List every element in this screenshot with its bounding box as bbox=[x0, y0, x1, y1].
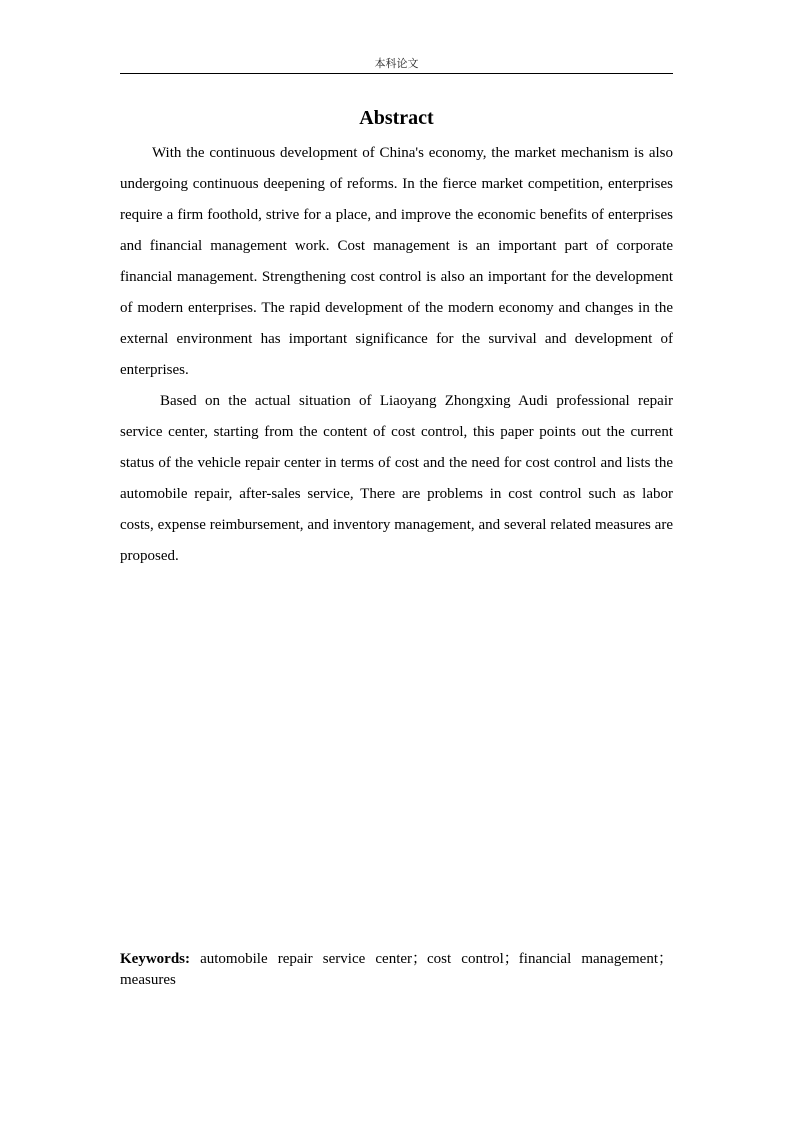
abstract-title: Abstract bbox=[359, 107, 434, 129]
keywords-text: automobile repair service center；cost control；financial management；measures bbox=[120, 951, 673, 988]
abstract-paragraph-1: With the continuous development of China's economy, the market mechanism is also undergoing continuous deepening of reforms. In the fierce market competition, enterprises require a firm foothold, strive for a place, and improve the economic benefits of enterprises and financial management work. Cost management is an important part of corporate financial management. Strengthening cost control is also an important for the development of modern enterprises. The rapid development of the modern economy and changes in the external environment has important significance for the survival and development of enterprises. bbox=[120, 145, 673, 378]
running-header: 本科论文 bbox=[374, 58, 419, 70]
keywords-label: Keywords: bbox=[120, 951, 190, 967]
keywords-line bbox=[120, 949, 673, 991]
abstract-body bbox=[120, 138, 673, 572]
abstract-paragraph-2: Based on the actual situation of Liaoyang Zhongxing Audi professional repair service center, starting from the content of cost control, this paper points out the current status of the vehicle repair center in terms of cost and the need for cost control and lists the automobile repair, after-sales service, There are problems in cost control such as labor costs, expense reimbursement, and inventory management, and several related measures are proposed. bbox=[120, 393, 673, 564]
header-divider bbox=[120, 73, 673, 74]
